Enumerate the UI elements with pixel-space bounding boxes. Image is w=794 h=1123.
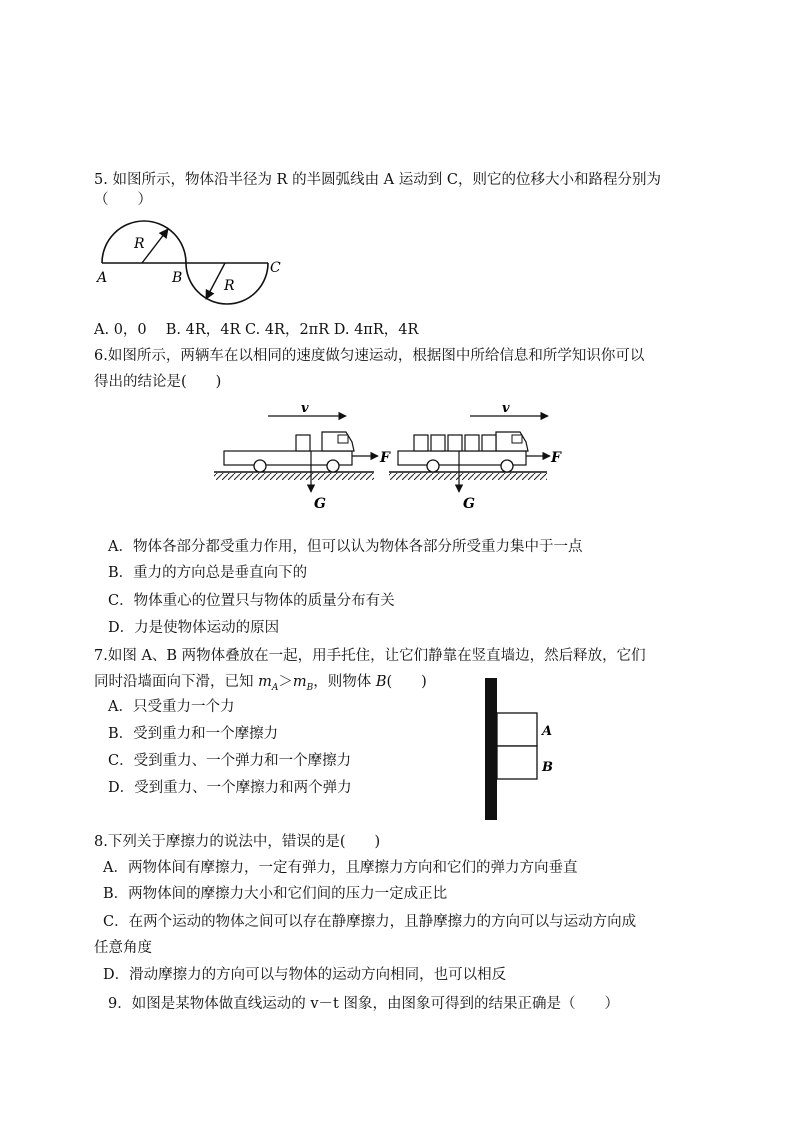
q7-mB-sub: B [306,682,314,693]
q6-stem-line2: 得出的结论是( ) [94,374,222,390]
q5-label-C: C [270,260,281,276]
q7-stem-post: ，则物体 [313,674,376,690]
q6-label-G-right: G [463,496,475,512]
q8-option-b: B．两物体间的摩擦力大小和它们间的压力一定成正比 [103,886,448,902]
q7-label-B: B [542,760,553,775]
q9-stem: 9．如图是某物体做直线运动的 v－t 图象，由图象可得到的结果正确是（ ） [108,996,619,1012]
q7-label-A: A [542,724,553,739]
q7-option-c: C．受到重力、一个弹力和一个摩擦力 [108,753,352,769]
q7-stem-pre: 同时沿墙面向下滑，已知 [94,674,259,690]
q5-label-R2: R [224,278,235,294]
q8-stem: 8.下列关于摩擦力的说法中，错误的是( ) [94,834,381,850]
q5-label-B: B [172,270,183,286]
q5-label-A: A [97,270,108,286]
q8-option-d: D．滑动摩擦力的方向可以与物体的运动方向相同，也可以相反 [103,967,507,983]
q7-stem-line1: 7.如图 A、B 两物体叠放在一起，用手托住，让它们静靠在竖直墙边，然后释放，它们 [94,648,646,664]
q7-wall [485,678,497,820]
q8-option-a: A．两物体间有摩擦力，一定有弹力，且摩擦力方向和它们的弹力方向垂直 [103,860,578,876]
q5-options: A. 0，0 B. 4R，4R C. 4R，2πR D. 4πR，4R [94,322,419,338]
q7-gt: ＞ [278,674,293,690]
q8-option-c-cont: 任意角度 [94,940,152,956]
q5-label-R1: R [134,236,145,252]
q6-label-F-right: F [551,450,561,466]
q6-label-F-left: F [380,450,390,466]
q7-mA: m [258,674,272,690]
q7-paren: ( ) [386,674,427,690]
q5-stem-line1: 5. 如图所示，物体沿半径为 R 的半圆弧线由 A 运动到 C，则它的位移大小和路程分别为 [94,172,661,188]
q6-label-v-right: v [502,401,510,416]
q8-option-c: C．在两个运动的物体之间可以存在静摩擦力，且静摩擦力的方向可以与运动方向成 [103,914,637,930]
q7-option-d: D．受到重力、一个摩擦力和两个弹力 [108,780,352,796]
q6-option-a: A．物体各部分都受重力作用，但可以认为物体各部分所受重力集中于一点 [108,539,583,555]
q7-block-a [497,713,537,746]
q7-block-b [497,746,537,779]
q7-option-a: A．只受重力一个力 [108,699,235,715]
q6-option-d: D．力是使物体运动的原因 [108,620,280,636]
q7-mA-sub: A [271,682,279,693]
q7-obj: B [375,674,387,690]
q7-option-b: B．受到重力和一个摩擦力 [108,726,279,742]
q6-option-c: C．物体重心的位置只与物体的质量分布有关 [108,593,395,609]
q7-mB: m [292,674,307,690]
q6-option-b: B．重力的方向总是垂直向下的 [108,565,308,581]
q6-label-v-left: v [301,401,309,416]
q5-stem-line2: （ ） [94,192,152,208]
q6-stem-line1: 6.如图所示，两辆车在以相同的速度做匀速运动，根据图中所给信息和所学知识你可以 [94,348,645,364]
q6-label-G-left: G [314,496,326,512]
